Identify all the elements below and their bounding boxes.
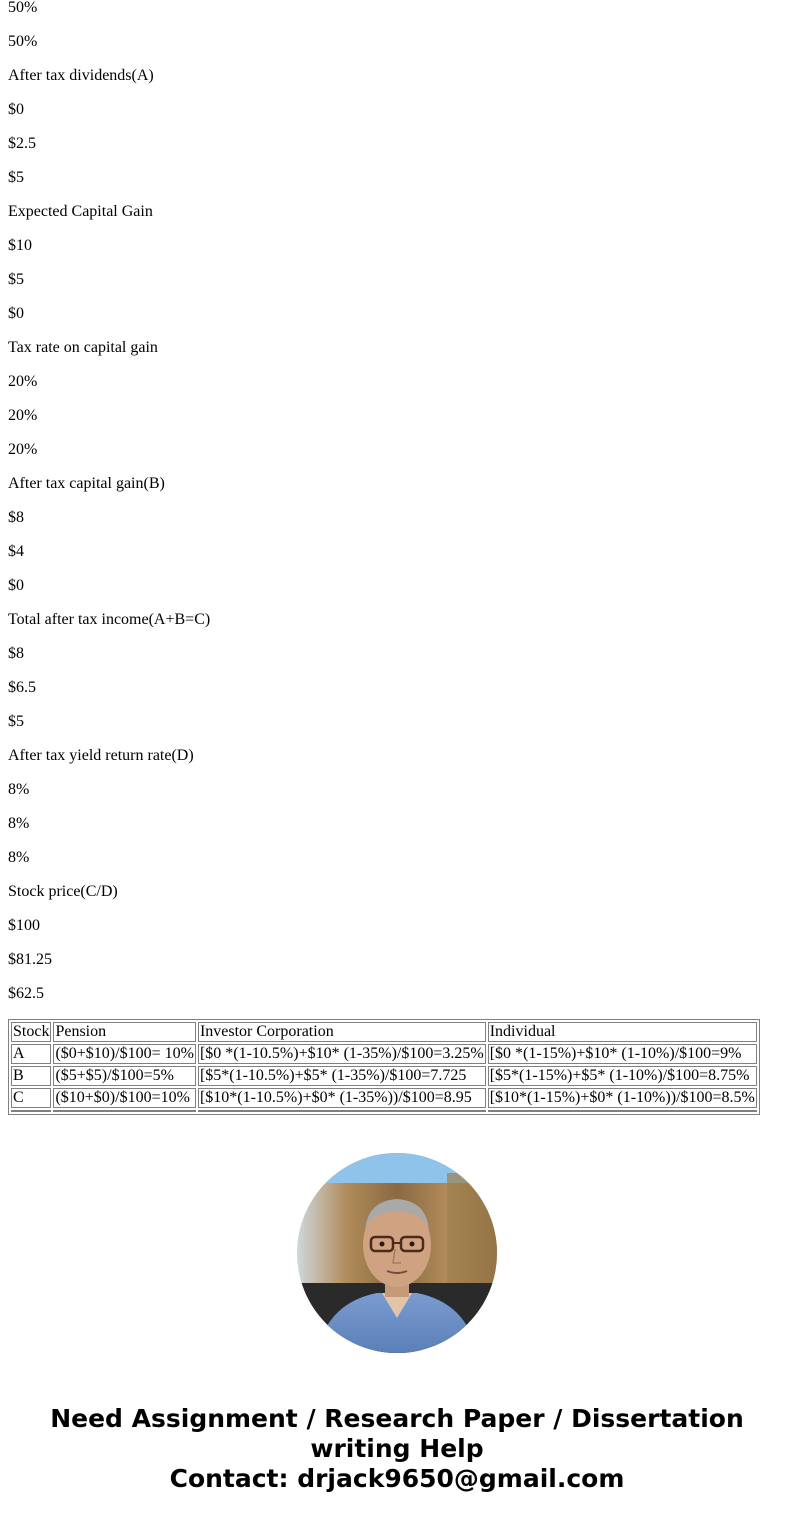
text-line: 8% [8, 849, 30, 866]
table-cell: [$10*(1-10.5%)+$0* (1-35%))/$100=8.95 [198, 1088, 486, 1108]
table-header-row [11, 1022, 757, 1042]
text-line: 50% [8, 0, 38, 16]
cta-contact-line: Contact: drjack9650@gmail.com [169, 1464, 625, 1493]
text-line: $0 [8, 101, 24, 118]
table-cell: [$5*(1-10.5%)+$5* (1-35%)/$100=7.725 [198, 1066, 486, 1086]
text-line: $8 [8, 509, 24, 526]
text-line: Total after tax income(A+B=C) [8, 611, 211, 628]
table-cell: ($10+$0)/$100=10% [53, 1088, 195, 1108]
text-line: Expected Capital Gain [8, 203, 153, 220]
cta-line-2: writing Help [310, 1434, 484, 1463]
header-stock: Stock [13, 1023, 50, 1040]
table-cell: A [11, 1044, 51, 1064]
header-individual: Individual [488, 1022, 757, 1042]
text-line: After tax capital gain(B) [8, 475, 165, 492]
table-cell [53, 1110, 195, 1112]
text-line: 20% [8, 441, 38, 458]
text-line: After tax dividends(A) [8, 67, 154, 84]
text-line: $5 [8, 713, 24, 730]
text-line: 8% [8, 815, 30, 832]
table-row [11, 1088, 757, 1108]
table-cell: C [11, 1088, 51, 1108]
table-cell: [$0 *(1-10.5%)+$10* (1-35%)/$100=3.25% [199, 1045, 484, 1062]
table-cell [11, 1110, 51, 1112]
table-cell [198, 1110, 486, 1112]
contact-banner [0, 1404, 794, 1494]
author-portrait-image [297, 1153, 497, 1353]
text-line: 50% [8, 33, 38, 50]
text-line: $4 [8, 543, 24, 560]
text-line: $5 [8, 169, 24, 186]
text-line: $5 [8, 271, 24, 288]
text-line: $6.5 [8, 679, 36, 696]
text-line: 8% [8, 781, 30, 798]
text-line: Tax rate on capital gain [8, 339, 158, 356]
text-line: After tax yield return rate(D) [8, 747, 194, 764]
text-line: $0 [8, 577, 24, 594]
header-pension: Pension [53, 1022, 195, 1042]
table-cell: ($5+$5)/$100=5% [53, 1066, 195, 1086]
text-line: $0 [8, 305, 24, 322]
table-row [11, 1066, 757, 1086]
text-line: $2.5 [8, 135, 36, 152]
text-line: 20% [8, 407, 38, 424]
table-cell: [$0 *(1-15%)+$10* (1-10%)/$100=9% [488, 1044, 757, 1064]
text-line: $81.25 [8, 951, 52, 968]
text-line: Stock price(C/D) [8, 883, 118, 900]
table-row [11, 1044, 757, 1064]
text-line: $10 [8, 237, 32, 254]
text-line: $8 [8, 645, 24, 662]
table-cell: [$5*(1-15%)+$5* (1-10%)/$100=8.75% [488, 1066, 757, 1086]
table-cell [488, 1110, 757, 1112]
table-cell: [$10*(1-15%)+$0* (1-10%))/$100=8.5% [489, 1089, 755, 1106]
text-line: $62.5 [8, 985, 44, 1002]
table-cell: ($0+$10)/$100= 10% [55, 1045, 194, 1062]
answer-lines [8, 0, 210, 1011]
cta-line-1: Need Assignment / Research Paper / Dissertation [50, 1404, 744, 1433]
text-line: 20% [8, 373, 38, 390]
author-photo [297, 1153, 497, 1353]
text-line: $100 [8, 917, 40, 934]
header-investor-corporation: Investor Corporation [198, 1022, 486, 1042]
table-cell: B [11, 1066, 51, 1086]
tax-yield-table [8, 1019, 760, 1115]
table-empty-row [11, 1110, 757, 1112]
